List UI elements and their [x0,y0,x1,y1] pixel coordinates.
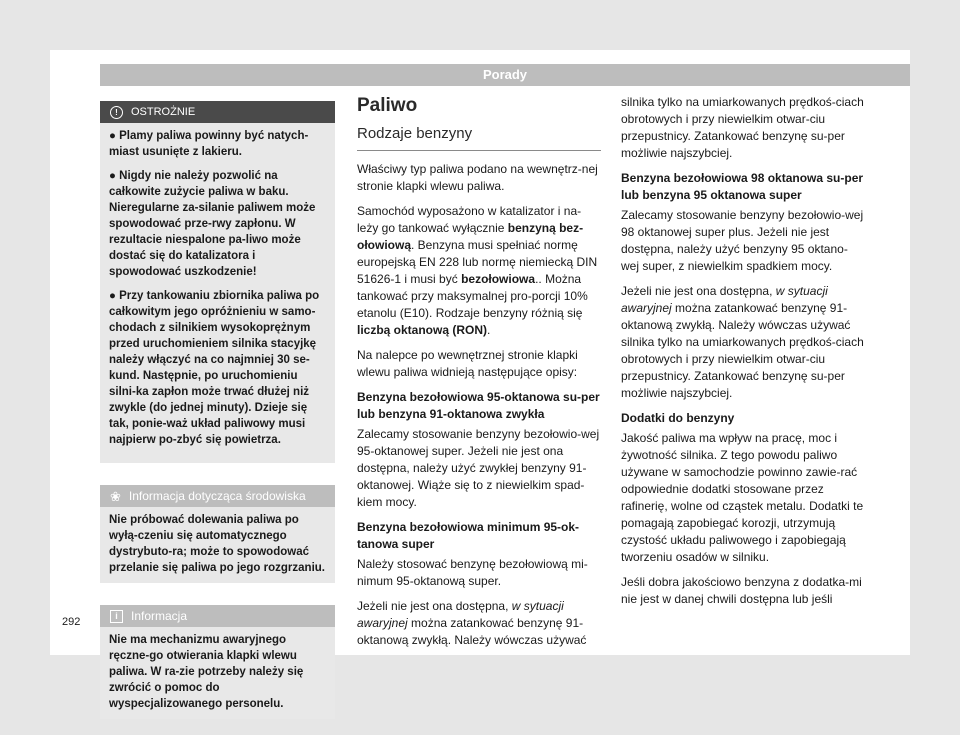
paragraph: Należy stosować benzynę bezołowiową mi-nimum 95-oktanową super. [357,557,588,588]
info-body: Nie ma mechanizmu awaryjnego ręczne-go otwierania klapki wlewu paliwa. W ra-zie potrzeby należy się zwrócić o pomoc do wyspecjalizowanego personelu. [109,634,304,710]
paragraph: Właściwy typ paliwa podano na wewnętrz-nej stronie klapki wlewu paliwa. [357,162,598,193]
info-box [100,605,335,719]
warning-body [100,123,335,463]
warning-item: ● Plamy paliwa powinny być natych-miast usunięte z lakieru. [109,130,309,158]
middle-column [357,94,601,657]
subheading: Benzyna bezołowiowa minimum 95-ok-tanowa super [357,520,580,551]
paragraph: Jeśli dobra jakościowo benzyna z dodatka-mi nie jest w danej chwili dostępna lub jeśli [621,575,862,606]
subheading: Benzyna bezołowiowa 98 oktanowa su-per lub benzyna 95 oktanowa super [621,171,864,202]
info-title: Informacja [131,609,188,623]
right-column [621,94,865,616]
warning-icon: ! [110,106,123,119]
page-number: 292 [62,616,81,628]
section-subtitle: Rodzaje benzyny [357,124,601,151]
warning-item: ● Przy tankowaniu zbiornika paliwa po całkowitym jego opróżnieniu w samo-chodach z silnikiem wysokoprężnym przed uruchomieniem silnika stacyjkę należy włączyć na co najmniej 30 se-kund. Następnie, po uruchomieniu silni-ka zapłon może trwać dłużej niż zwykle (do jednej minuty). Dzieje się tak, ponie-waż układ paliwowy musi najpierw po-zbyć się powietrza. [109,290,320,446]
paragraph: Jeżeli nie jest ona dostępna, w sytuacji awaryjnej można zatankować benzynę 91-oktanową zwykłą. Należy wówczas używać silnika tylko na umiarkowanych prędkoś-ciach obrotowych i przy niewielkim otwar-ciu przepustnicy. Zatankować benzynę su-per możliwie najszybciej. [621,284,864,400]
paragraph: Jeżeli nie jest ona dostępna, w sytuacji awaryjnej można zatankować benzynę 91-oktanową zwykłą. Należy wówczas używać [357,599,587,647]
warning-box-header [100,101,335,123]
paragraph: Na nalepce po wewnętrznej stronie klapki wlewu paliwa widnieją następujące opisy: [357,348,578,379]
section-title: Paliwo [357,95,418,116]
info-icon: i [110,610,123,623]
environment-box-header [100,485,335,507]
paragraph: Zalecamy stosowanie benzyny bezołowio-wej 95-oktanowej super. Jeżeli nie jest ona dostępna, należy użyć zwykłej benzyny 91-oktanowej. Wiąże się to z niewielkim spad-kiem mocy. [357,427,600,509]
warning-box [100,101,335,463]
paragraph: Zalecamy stosowanie benzyny bezołowio-wej 98 oktanowej super plus. Jeżeli nie jest dostępna, należy użyć benzyny 95 oktano-wej super, z niewielkim spadkiem mocy. [621,208,864,273]
left-column [100,101,335,735]
info-box-header [100,605,335,627]
warning-title: OSTROŻNIE [131,106,196,118]
page-header: Porady [100,64,910,86]
subheading: Dodatki do benzyny [621,411,735,425]
paragraph: silnika tylko na umiarkowanych prędkoś-ciach obrotowych i przy niewielkim otwar-ciu przepustnicy. Zatankować benzynę su-per możliwie najszybciej. [621,95,864,160]
warning-item: ● Nigdy nie należy pozwolić na całkowite zużycie paliwa w baku. Nieregularne za-silanie paliwem może spowodować prze-rwy zapłonu. W rezultacie niespalone pa-liwo może dostać się do katalizatora i spowodować uszkodzenie! [109,170,316,278]
paragraph: Jakość paliwa ma wpływ na pracę, moc i żywotność silnika. Z tego powodu paliwo używane w samochodzie powinno zawie-rać odpowiednie dodatki stosowane przez rafinerię, wolne od cząstek metalu. Dodatki te pomagają zapobiegać korozji, utrzymują czystość układu paliwowego i zapobiegają tworzeniu osadów w silniku. [621,431,864,564]
paragraph: Samochód wyposażono w katalizator i na-leży go tankować wyłącznie benzyną bez-ołowiową. Benzyna musi spełniać normę europejską EN 228 lub normę niemiecką DIN 51626-1 i musi być bezołowiowa.. Można tankować przy maksymalnej pro-porcji 10% etanolu (E10). Rodzaje benzyny różnią się liczbą oktanową (RON). [357,204,598,337]
subheading: Benzyna bezołowiowa 95-oktanowa su-per lub benzyna 91-oktanowa zwykła [357,390,600,421]
environment-icon: ❀ [110,488,121,504]
environment-body: Nie próbować dolewania paliwa po wyłą-czeniu się automatycznego dystrybuto-ra; może to spowodować przelanie się paliwa po jego rozgrzaniu. [109,514,325,574]
environment-title: Informacja dotycząca środowiska [128,489,306,503]
environment-box [100,485,335,583]
